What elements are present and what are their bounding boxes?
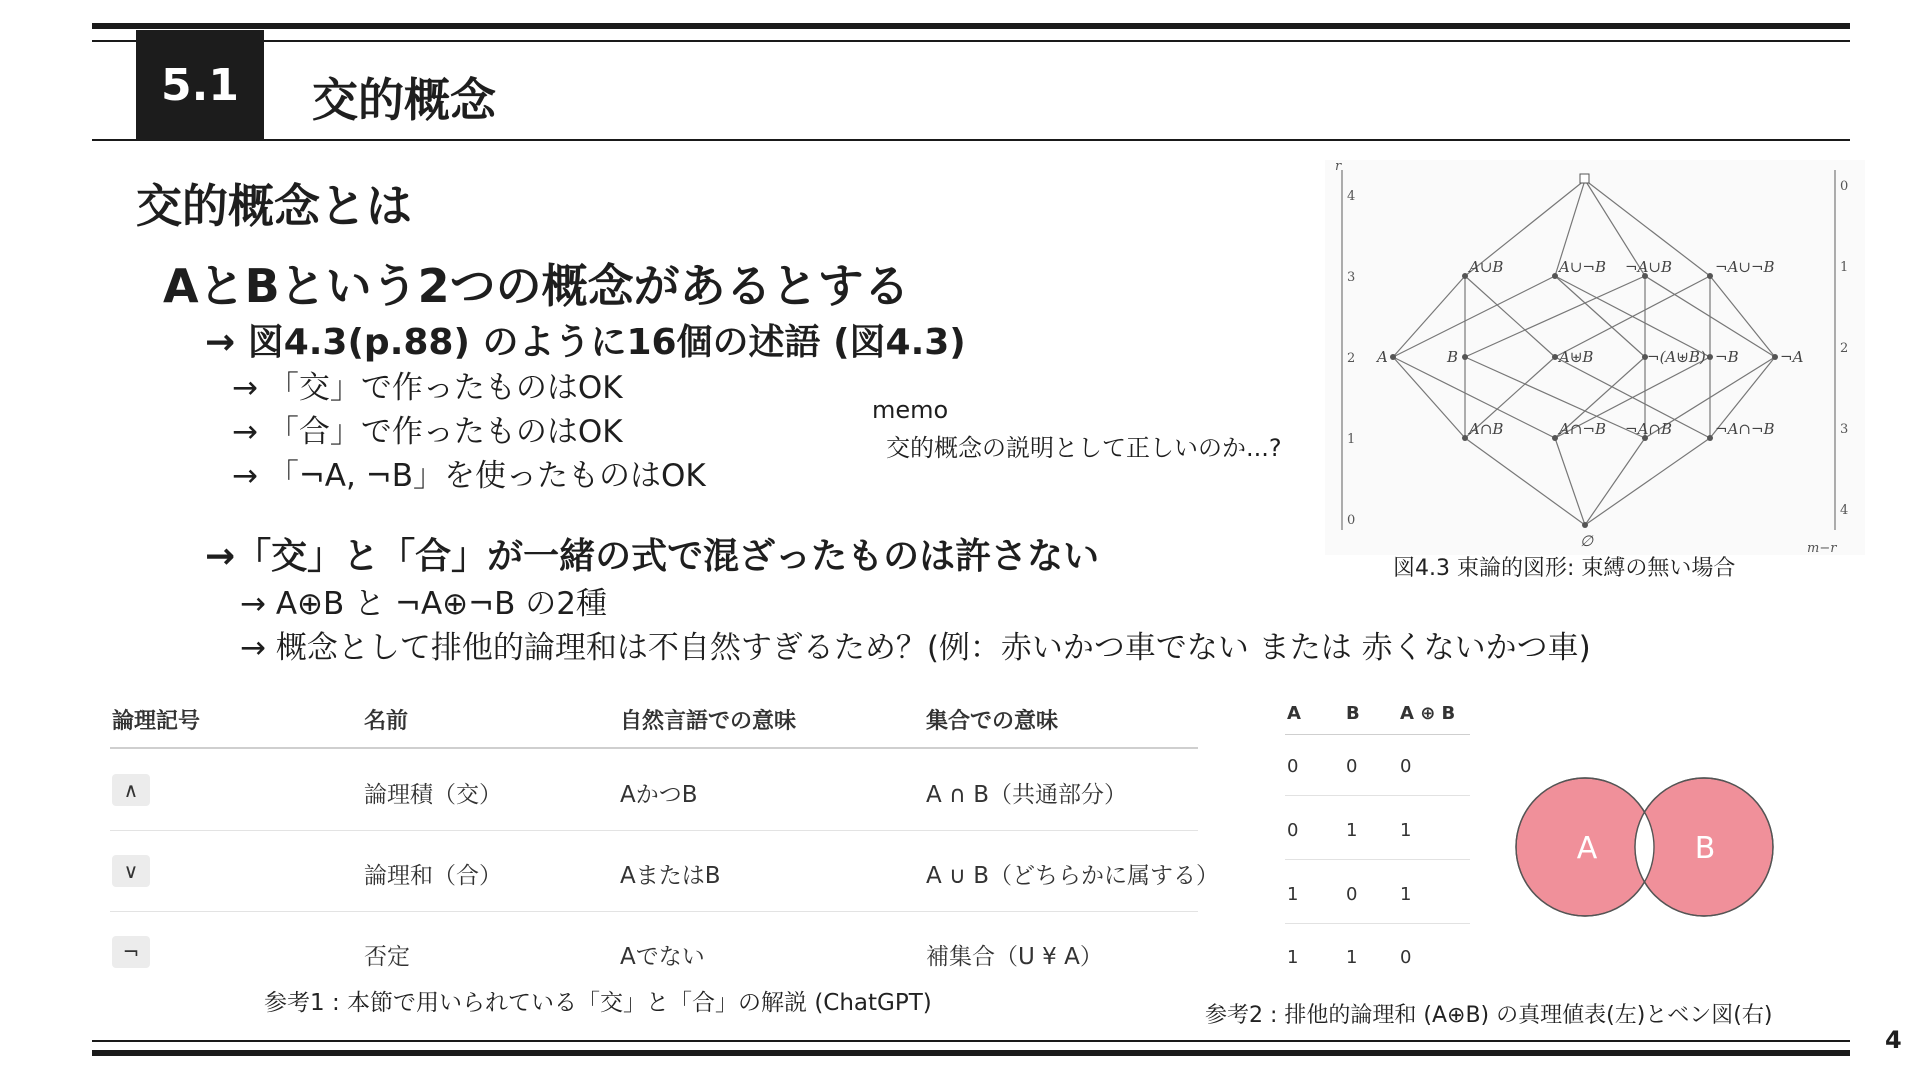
page-number: 4 xyxy=(1885,1026,1902,1054)
table-row-set: A ∩ B（共通部分） xyxy=(926,782,1127,808)
truth-cell: 1 xyxy=(1400,884,1412,905)
table-row-set: 補集合（U ¥ A） xyxy=(926,944,1103,970)
axis-left-label: r xyxy=(1335,160,1342,174)
node-nota-or-b: ¬A∪B xyxy=(1625,258,1672,276)
right-tick-0: 0 xyxy=(1840,179,1849,194)
point-1-sub-1: → 「交」で作ったものはOK xyxy=(232,370,623,406)
table-row-symbol: ∧ xyxy=(112,774,150,806)
right-tick-4: 4 xyxy=(1840,503,1849,518)
truth-header-divider xyxy=(1285,734,1470,735)
node-notb: ¬B xyxy=(1715,348,1739,366)
truth-header-b: B xyxy=(1346,703,1360,724)
point-2: →「交」と「合」が一緒の式で混ざったものは許さない xyxy=(205,536,1100,577)
truth-row-divider xyxy=(1285,859,1470,860)
memo-label: memo xyxy=(872,396,949,424)
truth-cell: 0 xyxy=(1346,884,1358,905)
section-title: 交的概念 xyxy=(312,73,496,127)
node-nota-or-notb: ¬A∪¬B xyxy=(1715,258,1775,276)
point-1-sub-3: → 「¬A, ¬B」を使ったものはOK xyxy=(232,458,706,494)
venn-label-a: A xyxy=(1576,831,1598,866)
truth-cell: 1 xyxy=(1287,884,1299,905)
truth-cell: 0 xyxy=(1400,947,1412,968)
truth-cell: 0 xyxy=(1400,756,1412,777)
node-nota: ¬A xyxy=(1780,348,1804,366)
left-tick-1: 1 xyxy=(1347,432,1356,447)
table-row-name: 否定 xyxy=(364,944,410,970)
truth-cell: 0 xyxy=(1287,820,1299,841)
truth-cell: 1 xyxy=(1346,820,1358,841)
truth-cell: 0 xyxy=(1346,756,1358,777)
bottom-rule xyxy=(92,1050,1850,1056)
left-tick-3: 3 xyxy=(1347,270,1356,285)
slide-subheading: AとBという2つの概念があるとする xyxy=(163,259,910,313)
memo-text: 交的概念の説明として正しいのか...? xyxy=(886,434,1282,462)
table-header-name: 名前 xyxy=(364,709,409,734)
point-2-sub-1: → A⊕B と ¬A⊕¬B の2種 xyxy=(240,586,607,622)
header-underline xyxy=(92,139,1850,141)
table-row-symbol: ¬ xyxy=(112,936,150,968)
node-a-or-notb: A∪¬B xyxy=(1559,258,1606,276)
node-a-or-b: A∪B xyxy=(1469,258,1504,276)
node-a-and-notb: A∩¬B xyxy=(1559,420,1606,438)
node-nota-and-notb: ¬A∩¬B xyxy=(1715,420,1775,438)
table-row-natural: Aでない xyxy=(620,944,705,970)
node-b: B xyxy=(1447,348,1459,366)
truth-cell: 1 xyxy=(1287,947,1299,968)
truth-cell: 1 xyxy=(1346,947,1358,968)
section-number: 5.1 xyxy=(136,30,264,140)
right-tick-2: 2 xyxy=(1840,341,1849,356)
point-1: → 図4.3(p.88) のように16個の述語 (図4.3) xyxy=(205,322,966,363)
bottom-rule-thin xyxy=(92,1040,1850,1042)
table-row-name: 論理積（交） xyxy=(364,782,502,808)
truth-cell: 1 xyxy=(1400,820,1412,841)
right-tick-1: 1 xyxy=(1840,260,1849,275)
table-header-set: 集合での意味 xyxy=(926,709,1059,734)
figure-caption: 図4.3 束論的図形: 束縛の無い場合 xyxy=(1393,556,1736,581)
left-tick-2: 2 xyxy=(1347,351,1356,366)
table-row-symbol: ∨ xyxy=(112,855,150,887)
table-caption: 参考1 : 本節で用いられている「交」と「合」の解説 (ChatGPT) xyxy=(264,990,932,1016)
point-2-sub-2: → 概念として排他的論理和は不自然すぎるため？(例：赤いかつ車でない または 赤くないかつ車) xyxy=(240,630,1591,666)
truth-cell: 0 xyxy=(1287,756,1299,777)
truth-row-divider xyxy=(1285,923,1470,924)
top-rule-thin xyxy=(92,40,1850,42)
top-rule xyxy=(92,23,1850,29)
node-a-xor-b: A⊎B xyxy=(1559,348,1594,366)
table-row-name: 論理和（合） xyxy=(364,863,502,889)
table-row-set: A ∪ B（どちらかに属する） xyxy=(926,863,1219,889)
table-header-divider xyxy=(110,747,1198,749)
table-header-natural: 自然言語での意味 xyxy=(620,709,797,734)
left-tick-0: 0 xyxy=(1347,513,1356,528)
left-tick-4: 4 xyxy=(1347,189,1356,204)
table-row-natural: AかつB xyxy=(620,782,698,808)
table-row-natural: AまたはB xyxy=(620,863,721,889)
venn-diagram xyxy=(1505,772,1790,922)
node-a-and-b: A∩B xyxy=(1469,420,1504,438)
truth-header-a: A xyxy=(1287,703,1301,724)
slide-heading: 交的概念とは xyxy=(136,179,412,233)
right-tick-3: 3 xyxy=(1840,422,1849,437)
truth-venn-caption: 参考2 : 排他的論理和 (A⊕B) の真理値表(左)とベン図(右) xyxy=(1205,1003,1773,1028)
node-empty: ∅ xyxy=(1580,532,1594,550)
truth-header-xor: A ⊕ B xyxy=(1400,703,1456,724)
point-1-sub-2: → 「合」で作ったものはOK xyxy=(232,414,623,450)
truth-row-divider xyxy=(1285,795,1470,796)
venn-label-b: B xyxy=(1694,831,1716,866)
node-nota-and-b: ¬A∩B xyxy=(1625,420,1672,438)
table-row-divider xyxy=(110,830,1198,831)
lattice-figure xyxy=(1325,160,1865,560)
table-header-symbol: 論理記号 xyxy=(112,709,201,734)
axis-right-label: m−r xyxy=(1807,541,1837,556)
node-not-xor: ¬(A⊎B) xyxy=(1647,348,1706,366)
table-row-divider xyxy=(110,911,1198,912)
node-a: A xyxy=(1377,348,1388,366)
